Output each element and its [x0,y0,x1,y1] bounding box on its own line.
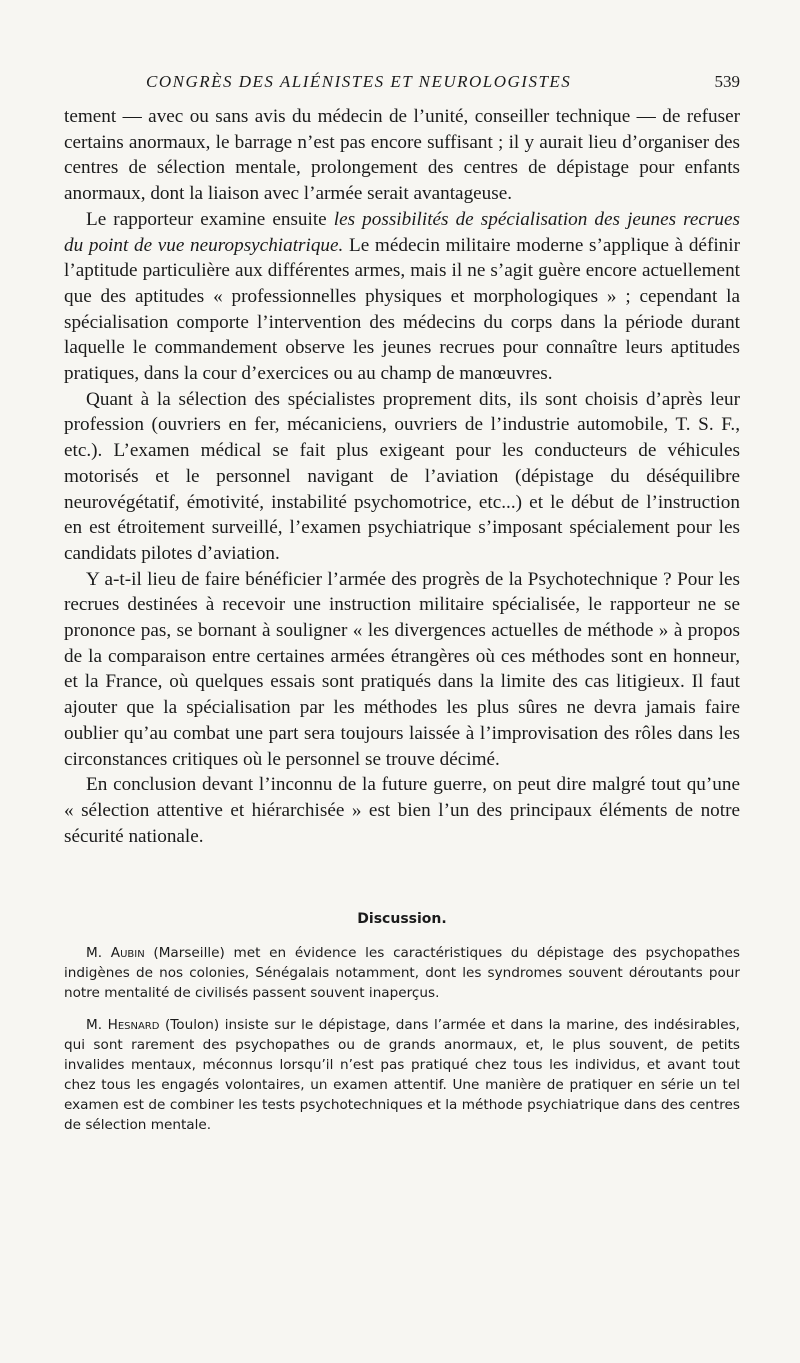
paragraph: En conclusion devant l’inconnu de la future guerre, on peut dire malgré tout qu’une « sélection attentive et hiérarchisée » est bien l’un des principaux éléments de notre sécurité nationale. [64,774,740,847]
entry-text: (Toulon) insiste sur le dépistage, dans l’armée et dans la marine, des indésirables, qui sont rarement des psychopathes ou de grands anormaux, et, le plus souvent, de petits invalides mentaux, méconnus lorsqu’il n’est pas pratiqué chez tous les individus, et avant tout chez tous les engagés volontaires, un examen attentif. Une manière de pratiquer en série un tel examen est de combiner les tests psychotechniques et la méthode psychiatrique dans des centres de sélection mentale. [64,1017,740,1134]
discussion-heading: Discussion. [357,911,447,928]
speaker-name: Aubin [110,945,145,962]
paragraph: Quant à la sélection des spécialistes proprement dits, ils sont choisis d’après leur profession (ouvriers en fer, mécaniciens, ouvriers de l’industrie automobile, T. S. F., etc.). L’examen médical se fait plus exigeant pour les conducteurs de véhicules motorisés et le personnel navigant de l’aviation (dépistage du déséquilibre neurovégétatif, émotivité, instabilité psychomotrice, etc...) et le début de l’instruction en est étroitement surveillé, l’examen psychiatrique s’imposant spécialement pour les candidats pilotes d’aviation. [64,388,740,564]
discussion-entry [64,1015,740,1135]
main-text [64,104,740,849]
paragraph: Y a-t-il lieu de faire bénéficier l’armée des progrès de la Psychotechnique ? Pour les recrues destinées à recevoir une instruction militaire spécialisée, le rapporteur ne se prononce pas, se bornant à souligner « les divergences actuelles de méthode » à propos de la comparaison entre certaines armées étrangères où ces méthodes sont en honneur, et la France, où quelques essais sont pratiqués dans la limite des cas litigieux. Il faut ajouter que la spécialisation par les méthodes les plus sûres ne devra jamais faire oublier qu’au combat une part sera toujours laissée à l’improvisation des rôles dans les circonstances critiques où le personnel se trouve décimé. [64,568,740,770]
entry-text: (Marseille) met en évidence les caractéristiques du dépistage des psychopathes indigènes de nos colonies, Sénégalais notamment, dont les syndromes souvent déroutants pour notre mentalité de civilisés passent souvent inaperçus. [64,945,740,1002]
paragraph-text: Le médecin militaire moderne s’applique à définir l’aptitude particulière aux différentes armes, mais il ne s’agit guère encore actuellement que des aptitudes « professionnelles physiques et morphologiques » ; cependant la spécialisation comporte l’intervention des médecins du corps dans la période durant laquelle le commandement observe les jeunes recrues pour connaître leurs aptitudes pratiques, dans la cour d’exercices ou au champ de manœuvres. [64,234,740,385]
speaker-prefix: M. [86,945,111,962]
speaker-name: Hesnard [107,1017,160,1034]
speaker-prefix: M. [86,1017,108,1034]
discussion-entry [64,943,740,1003]
paragraph [64,207,740,387]
page-number: 539 [714,72,740,91]
italic-text: les possibilités de spécialisation des jeunes recrues du point de vue neuropsychiatrique. [64,208,740,256]
discussion-section [64,943,740,1135]
page-header [64,72,740,92]
running-title: CONGRÈS DES ALIÉNISTES ET NEUROLOGISTES [146,72,572,91]
paragraph-text: Le rapporteur examine ensuite [86,208,334,230]
paragraph: tement — avec ou sans avis du médecin de l’unité, conseiller technique — de refuser certains anormaux, le barrage n’est pas encore suffisant ; il y aurait lieu d’organiser des centres de sélection mentale, prolongement des centres de dépistage pour enfants anormaux, dont la liaison avec l’armée serait avantageuse. [64,106,740,205]
